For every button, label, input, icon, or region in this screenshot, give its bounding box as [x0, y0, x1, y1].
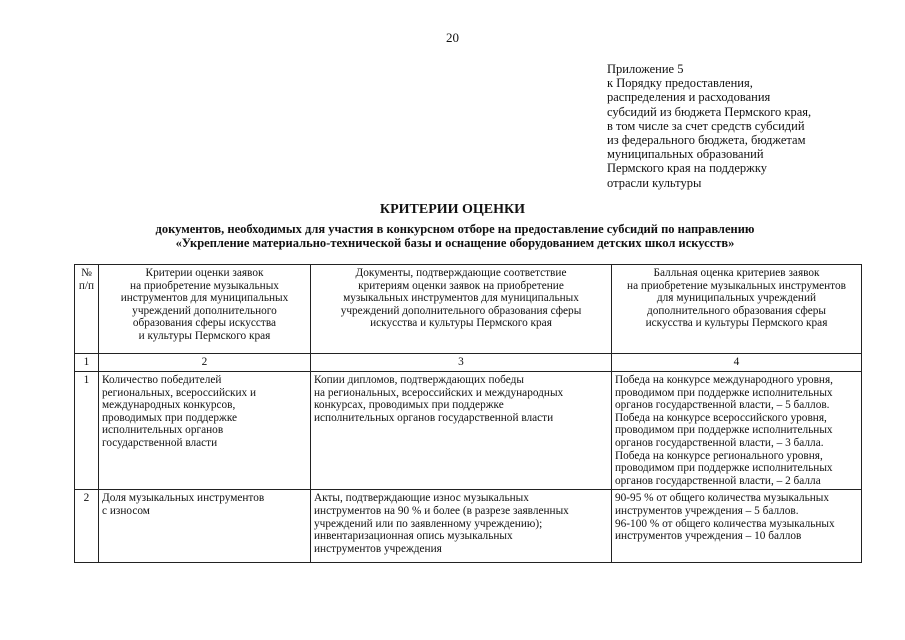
header-cell-score: Балльная оценка критериев заявок на приобретение музыкальных инструментов для муниципальных учреждений дополнительного образования сферы искусства и культуры Пермского края — [612, 265, 862, 354]
header-cell-criteria: Критерии оценки заявок на приобретение музыкальных инструментов для муниципальных учреждений дополнительного образования сферы искусства и культуры Пермского края — [99, 265, 311, 354]
appendix-note: Приложение 5 к Порядку предоставления, распределения и расходования субсидий из бюджета Пермского края, в том числе за счет средств субсидий из федерального бюджета, бюджетам муниципальных образований Пермского края на поддержку отрасли культуры — [607, 62, 812, 190]
criterion-cell: Доля музыкальных инструментов с износом — [99, 490, 311, 563]
column-number: 2 — [99, 354, 311, 372]
header-cell-number: № п/п — [75, 265, 99, 354]
score-cell: 90-95 % от общего количества музыкальных инструментов учреждения – 5 баллов. 96-100 % от общего количества музыкальных инструментов учреждения – 10 баллов — [612, 490, 862, 563]
row-number: 1 — [75, 372, 99, 490]
documents-cell: Копии дипломов, подтверждающих победы на региональных, всероссийских и международных конкурсах, проводимых при поддержке исполнительных органов государственной власти — [311, 372, 612, 490]
table-row — [75, 490, 862, 563]
column-number: 3 — [311, 354, 612, 372]
score-cell: Победа на конкурсе международного уровня, проводимом при поддержке исполнительных органов государственной власти, – 5 баллов. Победа на конкурсе всероссийского уровня, проводимом при поддержке исполнительных органов государственной власти, – 3 балла. Победа на конкурсе регионального уровня, проводимом при поддержке исполнительных органов государственной власти, – 2 балла — [612, 372, 862, 490]
column-number: 1 — [75, 354, 99, 372]
column-number: 4 — [612, 354, 862, 372]
row-number: 2 — [75, 490, 99, 563]
page-number: 20 — [446, 30, 459, 45]
documents-cell: Акты, подтверждающие износ музыкальных инструментов на 90 % и более (в разрезе заявленных учреждений или по заявленному учреждению); инвентаризационная опись музыкальных инструментов учреждения — [311, 490, 612, 563]
table-header-row — [75, 265, 862, 354]
document-title: КРИТЕРИИ ОЦЕНКИ — [379, 202, 526, 217]
criterion-cell: Количество победителей региональных, всероссийских и международных конкурсов, проводимых при поддержке исполнительных органов государственной власти — [99, 372, 311, 490]
header-cell-documents: Документы, подтверждающие соответствие критериям оценки заявок на приобретение музыкальных инструментов для муниципальных учреждений дополнительного образования сферы искусства и культуры Пермского края — [311, 265, 612, 354]
criteria-table — [74, 264, 862, 563]
table-row — [75, 372, 862, 490]
column-number-row — [75, 354, 862, 372]
document-subtitle: документов, необходимых для участия в конкурсном отборе на предоставление субсидий по направлению «Укрепление материально-технической базы и оснащение оборудованием детских школ искусств» — [155, 222, 755, 250]
